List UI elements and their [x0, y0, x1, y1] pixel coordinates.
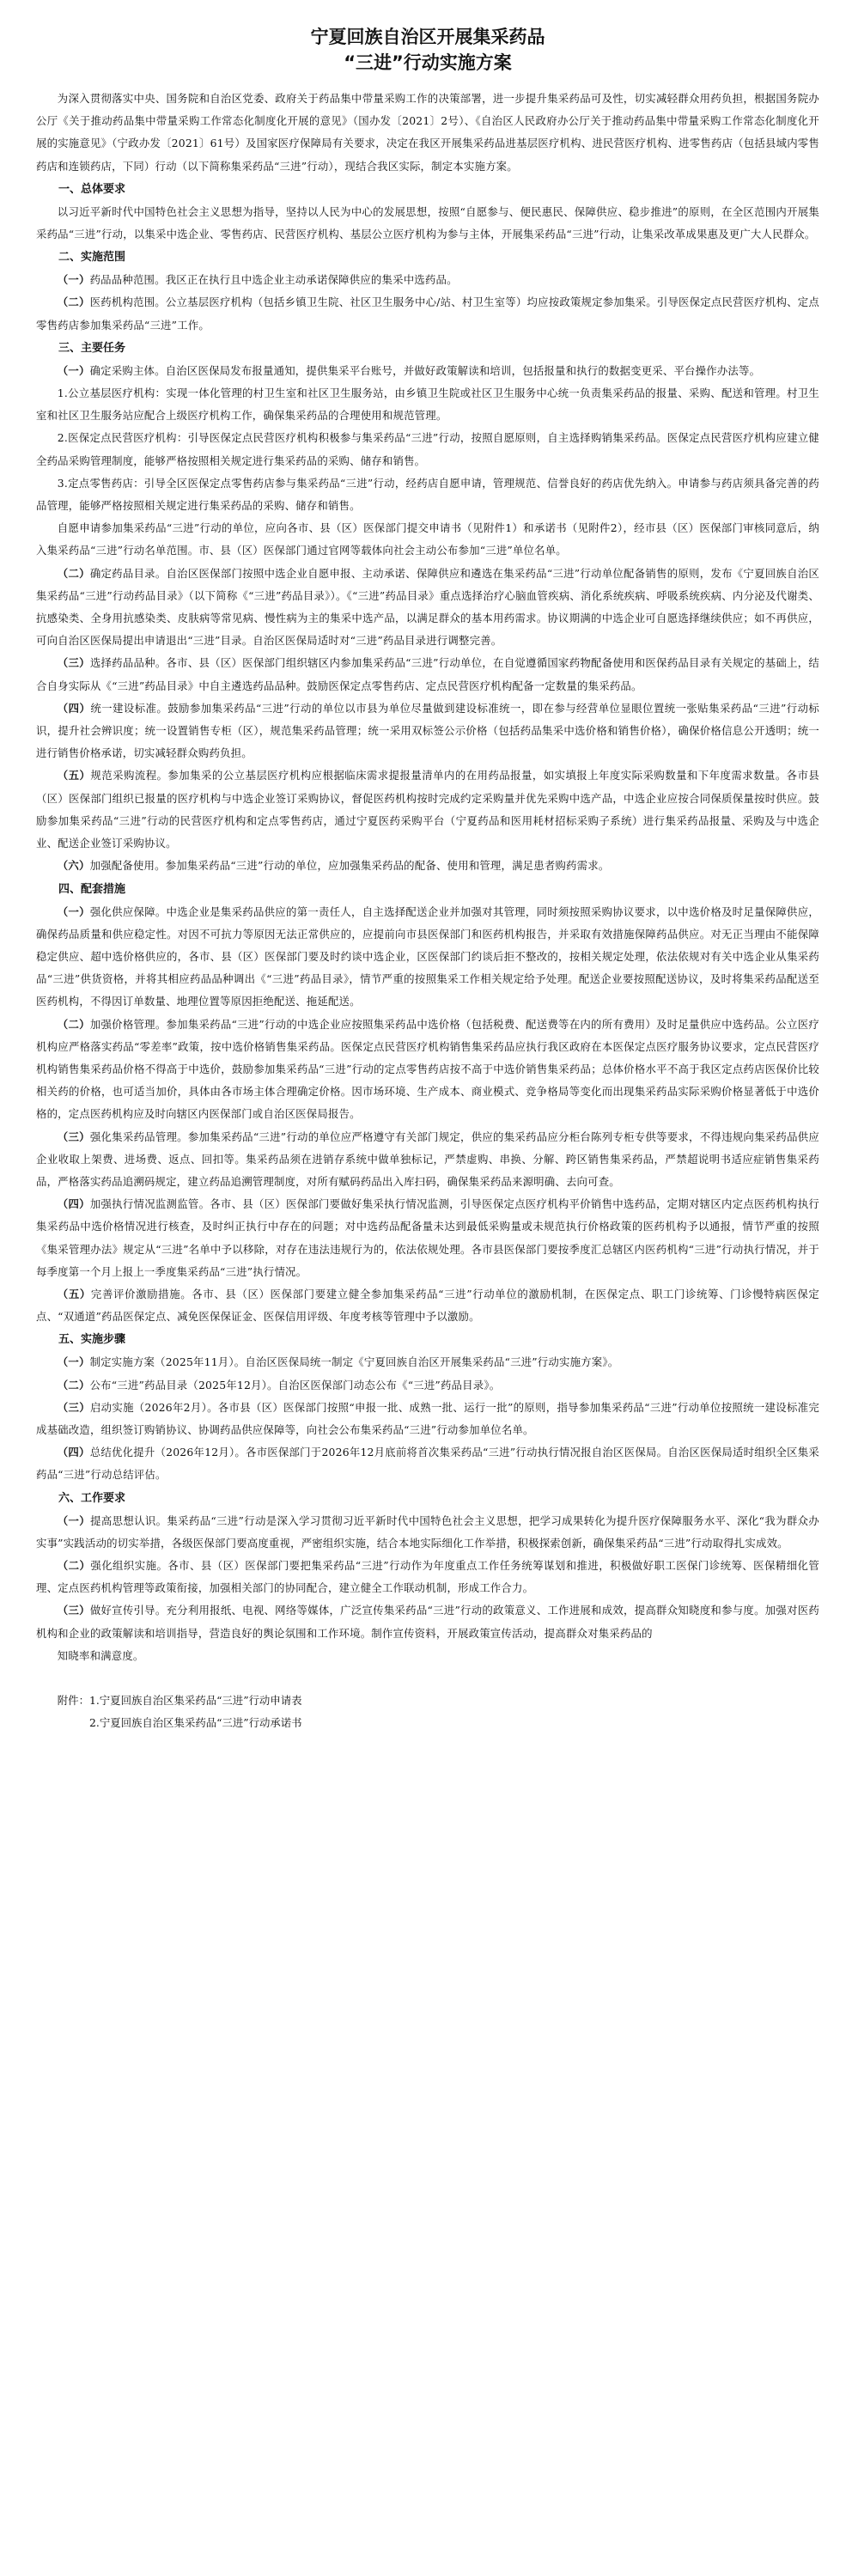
paragraph-text: 选择药品品种。各市、县（区）医保部门组织辖区内参加集采药品“三进”行动单位，在自觉遵循国家药物配备使用和医保药品目录有关规定的基础上，结合自身实际从《“三进”药品目录》中自主遴选药品品种。鼓励医保定点零售药店、定点民营医疗机构配备一定数量的集采药品。	[36, 656, 819, 692]
section-paragraph	[36, 901, 819, 1014]
paragraph-text: 2.医保定点民营医疗机构：引导医保定点民营医疗机构积极参与集采药品“三进”行动，按照自愿原则，自主选择购销集采药品。医保定点民营医疗机构应建立健全药品采购管理制度，能够严格按照相关规定进行集采药品的采购、储存和销售。	[36, 431, 819, 467]
section-paragraph	[36, 855, 819, 877]
paragraph-text: 自愿申请参加集采药品“三进”行动的单位，应向各市、县（区）医保部门提交申请书（见附件1）和承诺书（见附件2），经市县（区）医保部门审核同意后，纳入集采药品“三进”行动名单范围。市、县（区）医保部门通过官网等载体向社会主动公布参加“三进”单位名单。	[36, 521, 819, 557]
section-paragraph	[36, 1510, 819, 1555]
document-title	[36, 24, 819, 76]
section-paragraph	[36, 360, 819, 382]
section-paragraph	[36, 1441, 819, 1486]
attachment-line-1	[36, 1690, 819, 1712]
paragraph-text: 3.定点零售药店：引导全区医保定点零售药店参与集采药品“三进”行动，经药店自愿申请，管理规范、信誉良好的药店优先纳入。申请参与药店须具备完善的药品管理，能够严格按照相关规定进行集采药品的采购、储存和销售。	[36, 476, 819, 513]
paragraph-text: 做好宣传引导。充分利用报纸、电视、网络等媒体，广泛宣传集采药品“三进”行动的政策意义、工作进展和成效，提高群众知晓度和参与度。加强对医药机构和企业的政策解读和培训指导，营造良好的舆论氛围和工作环境。制作宣传资料，开展政策宣传活动，提高群众对集采药品的	[36, 1604, 819, 1640]
section-heading: 六、工作要求	[58, 1491, 126, 1505]
paragraph-lead: （一）	[57, 1513, 91, 1527]
paragraph-text: 规范采购流程。参加集采的公立基层医疗机构应根据临床需求提报量清单内的在用药品报量，如实填报上年度实际采购数量和下年度需求数量。各市县（区）医保部门组织已报量的医疗机构与中选企业签订采购协议，督促医药机构按时完成约定采购量并优先采购中选产品，中选企业应按合同保质保量按时供应。鼓励参加集采药品“三进”行动的民营医疗机构和定点零售药店，通过宁夏医药采购平台（宁夏药品和医用耗材招标采购子系统）进行集采药品报量、采购及与中选企业、配送企业签订采购协议。	[36, 769, 819, 850]
section-paragraph	[36, 427, 819, 472]
paragraph-text: 1.公立基层医疗机构：实现一体化管理的村卫生室和社区卫生服务站，由乡镇卫生院或社区卫生服务中心统一负责集采药品的报量、采购、配送和管理。村卫生室和社区卫生服务站应配合上级医疗机构工作，确保集采药品的合理使用和规范管理。	[36, 387, 819, 423]
paragraph-text: 药品品种范围。我区正在执行且中选企业主动承诺保障供应的集采中选药品。	[89, 273, 458, 287]
paragraph-lead: （四）	[57, 701, 91, 715]
section-heading: 三、主要任务	[58, 341, 126, 355]
section-paragraph	[36, 1599, 819, 1644]
paragraph-lead: （六）	[57, 859, 90, 873]
document-body	[36, 178, 819, 1667]
section-paragraph	[36, 1014, 819, 1126]
paragraph-lead: （二）	[57, 1017, 90, 1031]
section-paragraph	[36, 382, 819, 427]
section-paragraph	[36, 472, 819, 517]
section-paragraph	[36, 1126, 819, 1194]
paragraph-lead: （三）	[57, 656, 90, 670]
section-paragraph	[36, 269, 819, 291]
section-paragraph	[36, 697, 819, 765]
title-line-2: “三进”行动实施方案	[344, 52, 512, 73]
paragraph-text: 制定实施方案（2025年11月）。自治区医保局统一制定《宁夏回族自治区开展集采药品“三进”行动实施方案》。	[89, 1355, 619, 1369]
section-paragraph	[36, 1283, 819, 1328]
section-paragraph	[36, 1555, 819, 1599]
section-paragraph	[36, 1374, 819, 1397]
intro-paragraph: 为深入贯彻落实中央、国务院和自治区党委、政府关于药品集中带量采购工作的决策部署，进一步提升集采药品可及性，切实减轻群众用药负担，根据国务院办公厅《关于推动药品集中带量采购工作常态化制度化开展的意见》（国办发〔2021〕2号）、《自治区人民政府办公厅关于推动药品集中带量采购工作常态化制度化开展的实施意见》（宁政办发〔2021〕61号）及国家医疗保障局有关要求，决定在我区开展集采药品进基层医疗机构、进民营医疗机构、进零售药店（包括县域内零售药店和连锁药店，下同）行动（以下简称集采药品“三进”行动），现结合我区实际，制定本实施方案。	[36, 92, 819, 173]
paragraph-lead: （二）	[57, 295, 90, 309]
paragraph-lead: （四）	[57, 1446, 90, 1459]
paragraph-text: 加强执行情况监测监管。各市、县（区）医保部门要做好集采执行情况监测，引导医保定点医疗机构平价销售中选药品，定期对辖区内定点医药机构执行集采药品中选价格情况进行核查，及时纠正执行中存在的问题；对中选药品配备量未达到最低采购量或未规范执行价格政策的医药机构予以通报，情节严重的按照《集采管理办法》规定从“三进”名单中予以移除，对存在违法违规行为的，依法依规处理。各市县医保部门要按季度汇总辖区内医药机构“三进”行动执行情况，并于每季度第一个月上报上一季度集采药品“三进”执行情况。	[36, 1197, 819, 1278]
section-paragraph	[36, 291, 819, 336]
paragraph-lead: （三）	[57, 1130, 90, 1143]
paragraph-text: 总结优化提升（2026年12月）。各市医保部门于2026年12月底前将首次集采药品“三进”行动执行情况报自治区医保局。自治区医保局适时组织全区集采药品“三进”行动总结评估。	[36, 1446, 819, 1482]
paragraph-lead: （五）	[57, 769, 91, 783]
attachment-label: 附件：	[57, 1694, 89, 1707]
section-paragraph	[36, 764, 819, 855]
paragraph-tail: 知晓率和满意度。	[57, 1648, 144, 1662]
paragraph-text: 统一建设标准。鼓励参加集采药品“三进”行动的单位以市县为单位尽量做到建设标准统一，即在参与经营单位显眼位置统一张贴集采药品“三进”行动标识，提升社会辨识度；统一设置销售专柜（区），规范集采药品管理；统一采用双标签公示价格（包括药品集采中选价格和销售价格），确保价格信息公开透明；统一进行销售价格承诺，切实减轻群众购药负担。	[36, 701, 819, 760]
paragraph-lead: （一）	[57, 904, 90, 918]
attachment-line-2	[36, 1712, 819, 1734]
paragraph-lead: （五）	[57, 1287, 91, 1300]
title-line-1: 宁夏回族自治区开展集采药品	[310, 27, 545, 47]
paragraph-text: 医药机构范围。公立基层医疗机构（包括乡镇卫生院、社区卫生服务中心/站、村卫生室等）均应按政策规定参加集采。引导医保定点民营医疗机构、定点零售药店参加集采药品“三进”工作。	[36, 295, 819, 332]
section-paragraph	[36, 1397, 819, 1441]
section-paragraph	[36, 201, 819, 246]
attachment-item: 2.宁夏回族自治区集采药品“三进”行动承诺书	[89, 1716, 302, 1729]
paragraph-text: 加强配备使用。参加集采药品“三进”行动的单位，应加强集采药品的配备、使用和管理，满足患者购药需求。	[89, 859, 610, 873]
section-heading: 二、实施范围	[58, 251, 126, 265]
attachment-item: 1.宁夏回族自治区集采药品“三进”行动申请表	[88, 1694, 302, 1707]
paragraph-lead: （四）	[57, 1197, 90, 1211]
paragraph-text: 强化组织实施。各市、县（区）医保部门要把集采药品“三进”行动作为年度重点工作任务统筹谋划和推进，积极做好职工医保门诊统筹、医保精细化管理、定点医药机构管理等政策衔接，加强相关部门的协同配合，建立健全工作联动机制，形成工作合力。	[36, 1558, 819, 1595]
paragraph-text: 确定药品目录。自治区医保部门按照中选企业自愿申报、主动承诺、保障供应和遴选在集采药品“三进”行动单位配备销售的原则，发布《宁夏回族自治区集采药品“三进”行动药品目录》（以下简称《“三进”药品目录》）。《“三进”药品目录》重点选择治疗心脑血管疾病、消化系统疾病、呼吸系统疾病、内分泌及代谢类、抗感染类、全身用抗感染类、皮肤病等常见病、慢性病为主的集采中选产品，以满足群众的基本用药需求。协议期满的中选企业可自愿选择继续供应；如不再供应，可向自治区医保局提出申请退出“三进”目录。自治区医保局适时对“三进”药品目录进行调整完善。	[36, 566, 819, 648]
paragraph-text: 加强价格管理。参加集采药品“三进”行动的中选企业应按照集采药品中选价格（包括税费、配送费等在内的所有费用）及时足量供应中选药品。公立医疗机构应严格落实药品“零差率”政策，按中选价格销售集采药品。医保定点民营医疗机构销售集采药品应执行我区政府在本医保定点医疗服务协议要求，定点民营医疗机构销售集采药品价格不得高于中选价，鼓励参加集采药品“三进”行动的定点零售药店按不高于中选价销售集采药品；总体价格水平不高于我区定点药店医保价比较相关药的价格，也可适当加价，具体由各市场主体合理确定价格。因市场环境、生产成本、商业模式、竞争格局等变化而出现集采药品实际采购价格显著低于中选价格的，定点医药机构应及时向辖区内医保部门或自治区医保局报告。	[36, 1017, 819, 1121]
paragraph-text: 完善评价激励措施。各市、县（区）医保部门要建立健全参加集采药品“三进”行动单位的激励机制，在医保定点、职工门诊统筹、门诊慢特病医保定点、“双通道”药品医保定点、减免医保保证金、医保信用评级、年度考核等管理中予以激励。	[36, 1287, 819, 1324]
paragraph-lead: （三）	[57, 1400, 90, 1414]
section-paragraph	[36, 563, 819, 653]
paragraph-text: 强化集采药品管理。参加集采药品“三进”行动的单位应严格遵守有关部门规定，供应的集采药品应分柜台陈列专柜专供等要求，不得违规向集采药品供应企业收取上架费、进场费、返点、回扣等。集采药品须在进销存系统中做单独标记，严禁虚购、串换、分解、跨区销售集采药品，严禁超说明书适应症销售集采药品，严格落实药品追溯码规定，建立药品追溯管理制度，对所有赋码药品出入库扫码，确保集采药品来源明确、去向可查。	[36, 1130, 819, 1188]
paragraph-lead: （三）	[57, 1604, 90, 1617]
paragraph-text: 确定采购主体。自治区医保局发布报量通知，提供集采平台账号，并做好政策解读和培训，包括报量和执行的数据变更采、平台操作办法等。	[89, 363, 761, 377]
paragraph-text: 公布“三进”药品目录（2025年12月）。自治区医保部门动态公布《“三进”药品目录》。	[89, 1378, 501, 1392]
paragraph-text: 以习近平新时代中国特色社会主义思想为指导，坚持以人民为中心的发展思想，按照“自愿参与、便民惠民、保障供应、稳步推进”的原则，在全区范围内开展集采药品“三进”行动，以集采中选企业、零售药店、民营医疗机构、基层公立医疗机构为参与主体，开展集采药品“三进”行动，让集采改革成果惠及更广大人民群众。	[36, 204, 819, 241]
section-paragraph	[36, 1351, 819, 1373]
section-heading: 五、实施步骤	[58, 1333, 126, 1347]
paragraph-text: 强化供应保障。中选企业是集采药品供应的第一责任人，自主选择配送企业并加强对其管理，同时须按照采购协议要求，以中选价格及时足量保障供应，确保药品质量和供应稳定性。对因不可抗力等原因无法正常供应的，应提前向市县医保部门和医药机构报告，并采取有效措施保障药品供应。对无正当理由不能保障稳定供应、超中选价格供应的，各市、县（区）医保部门要及时约谈中选企业，区医保部门约谈后拒不整改的，按相关规定处理，依法依规对有关中选企业从集采药品“三进”供货资格，并将其相应药品品种调出《“三进”药品目录》，情节严重的按照集采工作相关规定给予处理。配送企业要按照配送协议，及时将集采药品配送至医药机构，不得因订单数量、地理位置等原因拒绝配送、拖延配送。	[36, 904, 819, 1008]
section-heading: 一、总体要求	[58, 182, 126, 196]
paragraph-text: 提高思想认识。集采药品“三进”行动是深入学习贯彻习近平新时代中国特色社会主义思想，把学习成果转化为提升医疗保障服务水平、深化“我为群众办实事”实践活动的切实举措，各级医保部门要高度重视，严密组织实施，结合本地实际细化工作举措，积极探索创新，确保集采药品“三进”行动取得扎实成效。	[36, 1513, 819, 1550]
paragraph-lead: （一）	[57, 363, 90, 377]
section-heading: 四、配套措施	[58, 882, 126, 896]
paragraph-lead: （二）	[57, 1558, 91, 1572]
attachments	[36, 1690, 819, 1734]
paragraph-text: 启动实施（2026年2月）。各市县（区）医保部门按照“申报一批、成熟一批、运行一批”的原则，指导参加集采药品“三进”行动单位按照统一建设标准完成基础改造，组织签订购销协议、协调药品供应保障等，向社会公布集采药品“三进”行动参加单位名单。	[36, 1400, 819, 1436]
paragraph-lead: （二）	[57, 566, 90, 580]
section-paragraph	[36, 1193, 819, 1283]
paragraph-lead: （一）	[57, 1355, 90, 1369]
section-paragraph	[36, 652, 819, 697]
section-paragraph	[36, 517, 819, 562]
paragraph-lead: （一）	[57, 273, 90, 287]
paragraph-lead: （二）	[57, 1378, 90, 1392]
